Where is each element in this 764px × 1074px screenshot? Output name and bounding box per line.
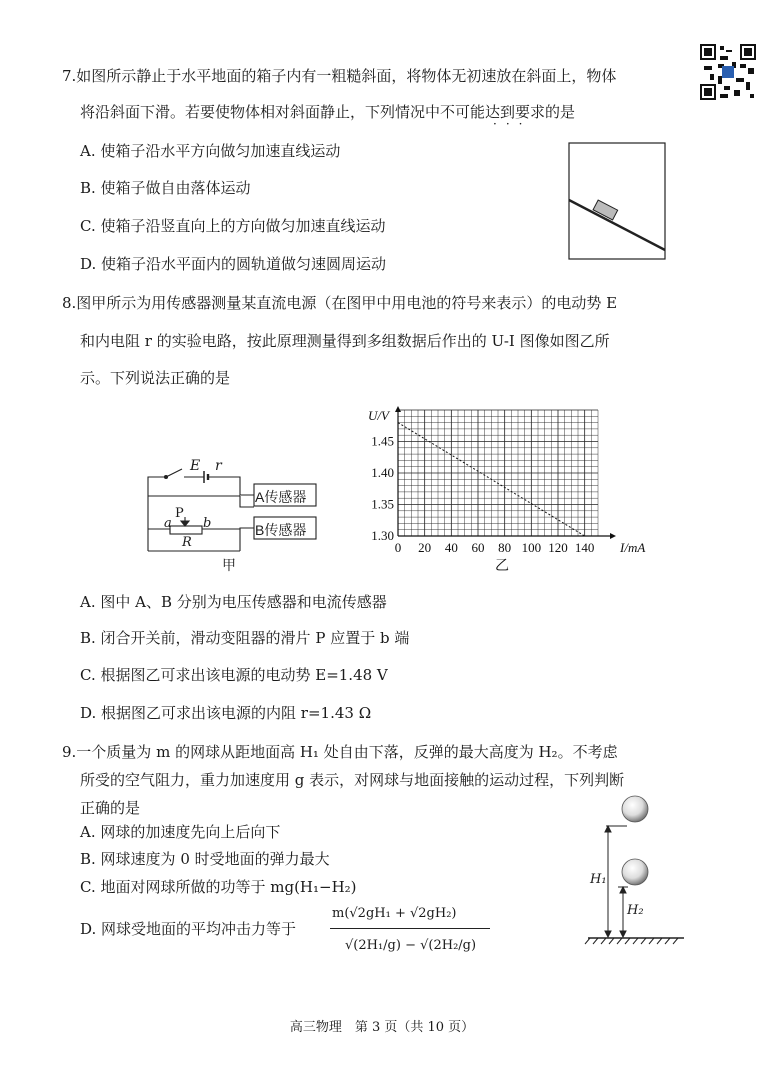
ui-graph bbox=[362, 404, 652, 576]
x-axis-arrow bbox=[610, 533, 616, 539]
slider-arrow bbox=[181, 521, 189, 526]
label-H2: H₂ bbox=[627, 903, 644, 918]
q7-option-b: B. 使箱子做自由落体运动 bbox=[80, 179, 251, 197]
x-tick-label: 120 bbox=[548, 540, 568, 555]
label-a: a bbox=[164, 516, 172, 531]
y-tick-label: 1.45 bbox=[371, 433, 394, 449]
h2-arrow-down bbox=[620, 931, 626, 937]
ground-hatching bbox=[585, 938, 678, 944]
h2-arrow-up bbox=[620, 887, 626, 893]
incline-surface bbox=[569, 200, 665, 250]
label-H1: H₁ bbox=[590, 872, 607, 887]
ball-rebound bbox=[622, 859, 648, 885]
switch-lever bbox=[166, 469, 182, 477]
y-axis-arrow bbox=[395, 406, 401, 412]
caption-yi: 乙 bbox=[495, 559, 509, 574]
x-tick-label: 80 bbox=[498, 540, 512, 555]
q9-option-b: B. 网球速度为 0 时受地面的弹力最大 bbox=[80, 850, 330, 868]
label-b: b bbox=[203, 516, 212, 531]
q9-stem-line2: 所受的空气阻力，重力加速度用 g 表示，对网球与地面接触的运动过程，下列判断 bbox=[80, 771, 625, 789]
ball-top bbox=[622, 796, 648, 822]
x-tick-label: 20 bbox=[418, 540, 432, 555]
q9-option-a: A. 网球的加速度先向上后向下 bbox=[80, 823, 281, 841]
switch-pivot bbox=[165, 476, 168, 479]
q8-option-c: C. 根据图乙可求出该电源的电动势 E=1.48 V bbox=[80, 666, 388, 684]
label-r: r bbox=[215, 458, 222, 474]
x-axis-label: I/mA bbox=[620, 540, 646, 555]
sensor-a-return bbox=[240, 496, 254, 507]
x-tick-label: 40 bbox=[444, 540, 458, 555]
label-P: P bbox=[175, 506, 184, 521]
qr-code bbox=[700, 44, 756, 100]
y-tick-label: 1.40 bbox=[371, 465, 394, 480]
x-tick-label: 100 bbox=[521, 540, 542, 555]
h1-arrow-down bbox=[605, 931, 611, 937]
rheostat-body bbox=[170, 526, 202, 534]
q9-stem-line3: 正确的是 bbox=[80, 799, 141, 817]
page-footer: 高三物理 第 3 页（共 10 页） bbox=[289, 1020, 475, 1035]
q8-option-a: A. 图中 A、B 分别为电压传感器和电流传感器 bbox=[80, 593, 387, 611]
y-tick-label: 1.30 bbox=[371, 528, 394, 543]
wire-to-sensor-a bbox=[208, 477, 254, 495]
q7-stem-line2: 将沿斜面下滑。若要使物体相对斜面静止，下列情况中不可能达到要求的是 bbox=[80, 103, 576, 121]
q7-option-d: D. 使箱子沿水平面内的圆轨道做匀速圆周运动 bbox=[80, 255, 387, 273]
y-tick-label: 1.35 bbox=[371, 496, 394, 512]
q9-option-c: C. 地面对网球所做的功等于 mg(H₁−H₂) bbox=[80, 878, 357, 896]
q7-option-c: C. 使箱子沿竖直向上的方向做匀加速直线运动 bbox=[80, 217, 386, 235]
label-E: E bbox=[190, 458, 201, 474]
sliding-block bbox=[593, 200, 618, 220]
sensor-b-label: B传感器 bbox=[255, 522, 307, 538]
q7-stem-line1: 7.如图所示静止于水平地面的箱子内有一粗糙斜面，将物体无初速放在斜面上，物体 bbox=[62, 67, 617, 85]
q8-stem-line2: 和内电阻 r 的实验电路，按此原理测量得到多组数据后作出的 U-I 图像如图乙所 bbox=[80, 332, 610, 350]
q9-option-d: D. 网球受地面的平均冲击力等于 bbox=[80, 920, 297, 938]
h1-arrow-up bbox=[605, 826, 611, 832]
q8-option-b: B. 闭合开关前，滑动变阻器的滑片 P 应置于 b 端 bbox=[80, 629, 410, 647]
ball-drop-figure bbox=[582, 792, 692, 950]
x-tick-label: 60 bbox=[471, 540, 485, 555]
label-R: R bbox=[182, 535, 192, 550]
emphasis-dots: ··· bbox=[493, 117, 532, 131]
left-wire bbox=[148, 477, 166, 551]
sensor-a-label: A传感器 bbox=[255, 489, 307, 505]
box-incline-figure bbox=[568, 142, 666, 260]
q8-stem-line3: 示。下列说法正确的是 bbox=[80, 369, 231, 387]
x-tick-label: 140 bbox=[574, 540, 595, 555]
q9-stem-line1: 9.一个质量为 m 的网球从距地面高 H₁ 处自由下落，反弹的最大高度为 H₂。不考虑 bbox=[62, 743, 618, 761]
x-tick-label: 0 bbox=[394, 540, 402, 555]
fraction-bar bbox=[330, 928, 490, 929]
formula-numerator: m(√2gH₁ + √2gH₂) bbox=[332, 906, 457, 921]
caption-jia: 甲 bbox=[222, 558, 236, 574]
y-axis-label: U/V bbox=[368, 408, 389, 423]
formula-denominator: √(2H₁/g) − √(2H₂/g) bbox=[345, 938, 477, 953]
q8-option-d: D. 根据图乙可求出该电源的内阻 r=1.43 Ω bbox=[80, 704, 372, 722]
q8-stem-line1: 8.图甲所示为用传感器测量某直流电源（在图甲中用电池的符号来表示）的电动势 E bbox=[62, 294, 618, 312]
q7-option-a: A. 使箱子沿水平方向做匀加速直线运动 bbox=[80, 142, 341, 160]
